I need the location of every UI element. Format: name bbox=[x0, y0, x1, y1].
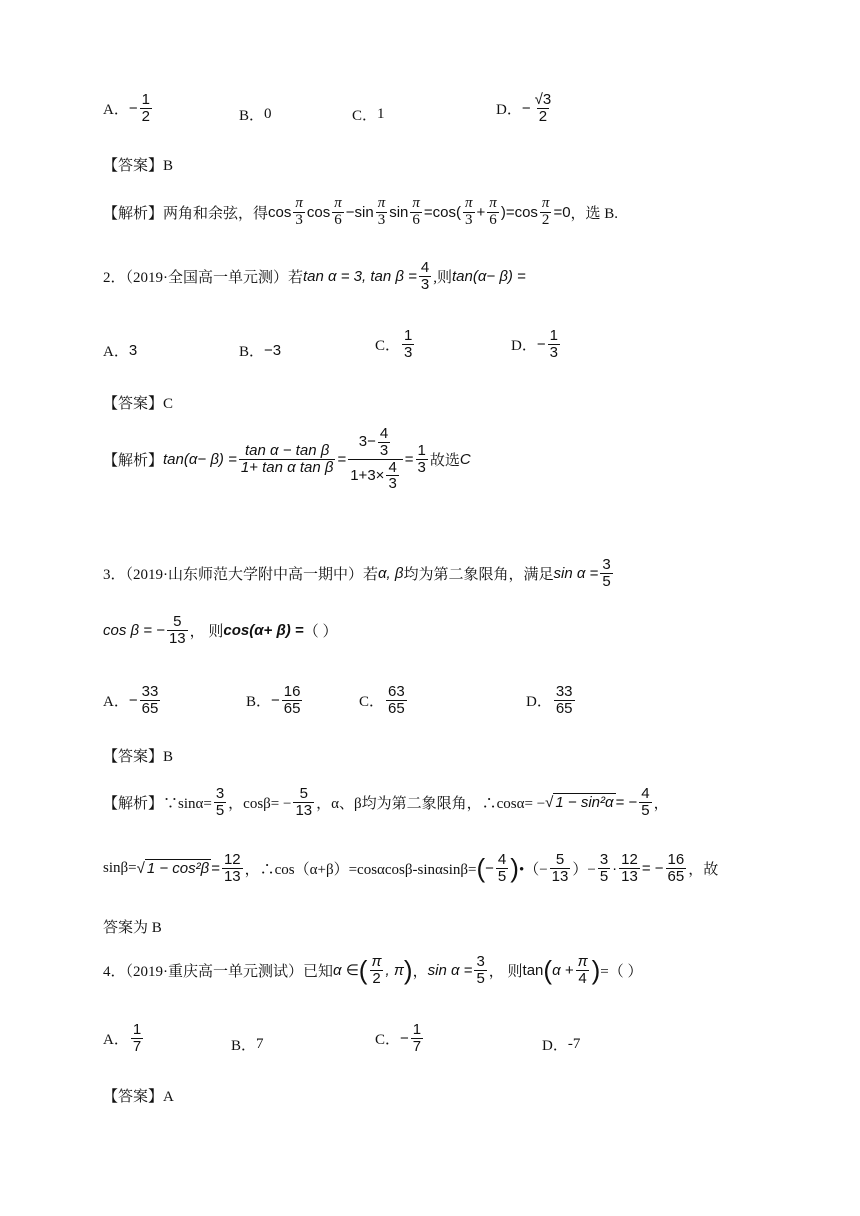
minus-sign: − bbox=[345, 203, 355, 221]
fraction bbox=[487, 196, 499, 229]
answer-text: 【答案】A bbox=[103, 1089, 174, 1105]
numerator: 33 bbox=[555, 683, 573, 700]
equals-sign: = bbox=[505, 203, 515, 221]
option-letter: D． bbox=[496, 101, 522, 118]
q1-option-a bbox=[103, 92, 154, 125]
denominator: 6 bbox=[334, 211, 342, 228]
fraction bbox=[598, 852, 610, 885]
analysis-text: ，cosβ= − bbox=[228, 795, 292, 812]
q1-analysis bbox=[103, 196, 618, 229]
denominator: 3 bbox=[549, 343, 558, 361]
denominator: 5 bbox=[641, 801, 650, 819]
fraction bbox=[576, 954, 590, 987]
analysis-lhs: tan(α− β) = bbox=[163, 450, 237, 468]
numerator: 1 bbox=[141, 91, 150, 108]
q2-option-d bbox=[511, 328, 562, 361]
zero: 0 bbox=[562, 203, 571, 221]
option-letter: A． bbox=[103, 1031, 129, 1048]
denominator: 65 bbox=[667, 867, 685, 885]
minus-sign: − bbox=[536, 335, 546, 353]
minus-sign: − bbox=[485, 859, 494, 877]
numerator: 4 bbox=[388, 458, 397, 476]
numerator: π bbox=[489, 195, 497, 211]
denominator: 6 bbox=[412, 211, 420, 228]
analysis-prefix: 【解析】两角和余弦，得 bbox=[103, 205, 269, 222]
denominator: 5 bbox=[497, 867, 507, 885]
close-paren: ) bbox=[500, 203, 506, 221]
analysis-text: 答案为 B bbox=[103, 920, 162, 936]
minus-sign: − bbox=[271, 691, 280, 709]
option-letter: D． bbox=[526, 693, 552, 710]
numerator: π bbox=[371, 953, 382, 970]
analysis-prefix: 【解析】 bbox=[103, 452, 164, 469]
q3-stem bbox=[103, 557, 615, 590]
fraction bbox=[600, 557, 612, 590]
numerator: 16 bbox=[283, 683, 301, 700]
sqrt-sign: √ bbox=[136, 859, 145, 877]
numerator: 1 bbox=[549, 327, 558, 344]
fraction bbox=[332, 196, 344, 229]
numerator: 1 bbox=[412, 1021, 422, 1038]
q3-option-d bbox=[526, 684, 577, 717]
denominator: 3 bbox=[420, 275, 430, 293]
q1-option-c bbox=[352, 104, 385, 125]
analysis-text: ，α、β均为第二象限角，∴cosα= − bbox=[316, 795, 546, 812]
fraction bbox=[293, 196, 305, 229]
denominator: 13 bbox=[551, 867, 569, 885]
denominator: 7 bbox=[132, 1037, 142, 1055]
fraction bbox=[167, 614, 188, 647]
sqrt-sign: √ bbox=[545, 793, 554, 811]
q2-option-b bbox=[239, 340, 281, 361]
cos-fn: cos bbox=[432, 203, 457, 221]
equals-sign: = bbox=[404, 450, 414, 468]
numerator: 4 bbox=[641, 785, 650, 802]
cos-beta: cos β = − bbox=[103, 621, 165, 639]
q2-analysis bbox=[103, 426, 471, 492]
numerator: 4 bbox=[420, 259, 430, 276]
q1-option-d bbox=[496, 92, 555, 125]
equals-sign: = bbox=[337, 450, 347, 468]
fraction bbox=[378, 426, 390, 459]
option-letter: C． bbox=[359, 693, 385, 710]
fraction bbox=[639, 786, 651, 819]
tan-beta: , tan β = bbox=[362, 267, 417, 285]
analysis-text: •（− bbox=[518, 861, 548, 878]
analysis-text: sinβ= bbox=[103, 859, 137, 876]
plus-sign: + bbox=[476, 203, 486, 221]
fraction bbox=[463, 196, 475, 229]
denominator: 3 bbox=[295, 211, 303, 228]
fraction bbox=[533, 92, 554, 125]
alpha-plus: α + bbox=[552, 961, 574, 979]
numerator: √3 bbox=[534, 91, 552, 108]
stem-text: =（ ） bbox=[600, 963, 643, 980]
numerator: 1 bbox=[132, 1021, 142, 1038]
numerator: 5 bbox=[173, 613, 182, 630]
denominator: 6 bbox=[489, 211, 497, 228]
numerator: 5 bbox=[555, 851, 565, 868]
denominator: 1+ tan α tan β bbox=[240, 458, 334, 476]
open-paren: ( bbox=[476, 853, 486, 884]
analysis-text: = − bbox=[615, 793, 638, 811]
denominator: 2 bbox=[538, 107, 548, 125]
question-prefix: 2．（2019·全国高一单元测）若 bbox=[103, 269, 303, 286]
denominator: 65 bbox=[388, 699, 405, 717]
denominator: 2 bbox=[372, 969, 381, 987]
option-value: 7 bbox=[256, 1036, 264, 1052]
numerator: 3 bbox=[602, 556, 611, 573]
fraction bbox=[410, 196, 422, 229]
analysis-prefix: 【解析】∵sinα= bbox=[103, 795, 212, 812]
fraction bbox=[416, 443, 428, 476]
option-value: 0 bbox=[264, 106, 272, 122]
analysis-text: ，∴cos（α+β）=cosαcosβ-sinαsinβ= bbox=[244, 861, 477, 878]
q2-option-a bbox=[103, 340, 137, 361]
sqrt-expr: 1 − cos²β bbox=[146, 860, 210, 878]
option-value: 3 bbox=[128, 342, 138, 359]
option-letter: D． bbox=[542, 1038, 568, 1054]
minus-sign: − bbox=[400, 1029, 409, 1047]
numerator: π bbox=[465, 195, 473, 211]
q3-analysis-line3 bbox=[103, 916, 162, 937]
denominator: 5 bbox=[602, 572, 611, 590]
minus-sign: − bbox=[521, 99, 531, 117]
stem-mid: ， 则 bbox=[189, 623, 224, 640]
denominator: 3 bbox=[379, 441, 389, 459]
den-text: 1+3× bbox=[350, 466, 385, 484]
fraction bbox=[386, 460, 398, 493]
option-value: -7 bbox=[567, 1036, 581, 1052]
bold-expr: cos(α+ β) = bbox=[223, 621, 304, 639]
q3-option-a bbox=[103, 684, 162, 717]
q3-answer bbox=[103, 745, 173, 766]
q3-analysis bbox=[103, 786, 669, 819]
analysis-suffix: 故选 bbox=[429, 452, 460, 469]
denominator: 13 bbox=[168, 629, 186, 647]
fraction bbox=[386, 684, 407, 717]
q2-option-c bbox=[375, 328, 416, 361]
numerator: 12 bbox=[223, 851, 241, 868]
option-letter: D． bbox=[511, 337, 537, 354]
analysis-text: = − bbox=[641, 859, 664, 877]
analysis-text: = bbox=[211, 859, 220, 877]
numerator: 12 bbox=[621, 851, 638, 868]
fraction bbox=[239, 443, 336, 476]
q2-stem bbox=[103, 260, 526, 293]
pi-end: , π bbox=[385, 961, 404, 979]
cos-fn: cos bbox=[306, 203, 331, 221]
open-paren: ( bbox=[358, 955, 368, 986]
q4-stem bbox=[103, 954, 643, 987]
question-prefix: 4．（2019·重庆高一单元测试）已知 bbox=[103, 963, 333, 980]
num-text: 3− bbox=[358, 433, 376, 451]
option-letter: A． bbox=[103, 101, 129, 118]
fraction bbox=[540, 196, 552, 229]
alpha-in: α ∈ bbox=[333, 962, 359, 980]
q4-option-c bbox=[375, 1022, 425, 1055]
question-prefix: 3．（2019·山东师范大学附中高一期中）若 bbox=[103, 566, 378, 583]
fraction bbox=[376, 196, 388, 229]
q3-analysis-line2 bbox=[103, 852, 718, 885]
option-letter: C． bbox=[375, 1031, 401, 1048]
numerator: 4 bbox=[379, 425, 389, 442]
sin-fn: sin bbox=[354, 203, 374, 221]
analysis-text: ， bbox=[653, 795, 669, 812]
option-letter: A． bbox=[103, 344, 129, 360]
fraction bbox=[140, 684, 161, 717]
numerator: 16 bbox=[667, 851, 685, 868]
analysis-choice: C bbox=[459, 450, 471, 468]
denominator: 2 bbox=[141, 107, 150, 125]
numerator: 1 bbox=[417, 441, 426, 459]
denominator: 5 bbox=[215, 801, 225, 819]
numerator: 5 bbox=[299, 785, 308, 802]
numerator: 63 bbox=[388, 683, 405, 700]
numerator: π bbox=[334, 195, 342, 211]
analysis-text: ）− bbox=[572, 861, 596, 878]
blank-paren: （ ） bbox=[303, 623, 338, 640]
stem-mid: 均为第二象限角，满足 bbox=[403, 566, 554, 583]
numerator: π bbox=[577, 953, 588, 970]
answer-text: 【答案】B bbox=[103, 158, 174, 174]
q3-option-c bbox=[359, 684, 409, 717]
fraction bbox=[131, 1022, 143, 1055]
fraction bbox=[474, 954, 486, 987]
tan-fn: tan bbox=[522, 961, 544, 979]
denominator: 3 bbox=[417, 458, 426, 476]
minus-sign: − bbox=[128, 691, 138, 709]
numerator: π bbox=[377, 195, 386, 211]
fraction bbox=[293, 786, 314, 819]
numerator: 3 bbox=[215, 785, 225, 802]
analysis-suffix: ，选 B. bbox=[570, 205, 619, 222]
numerator: π bbox=[412, 195, 420, 211]
close-paren: ) bbox=[591, 955, 601, 986]
denominator: 65 bbox=[283, 699, 301, 717]
answer-text: 【答案】B bbox=[103, 749, 174, 765]
option-letter: B． bbox=[231, 1038, 257, 1054]
numerator: 4 bbox=[497, 851, 507, 868]
option-letter: B． bbox=[246, 693, 272, 710]
denominator: 4 bbox=[578, 969, 587, 987]
option-letter: A． bbox=[103, 693, 129, 710]
compound-fraction bbox=[348, 426, 403, 492]
fraction bbox=[548, 328, 560, 361]
denominator: 5 bbox=[599, 867, 609, 885]
analysis-text: ，故 bbox=[688, 861, 719, 878]
fraction bbox=[140, 92, 152, 125]
tan-alpha: tan α = 3 bbox=[303, 267, 363, 285]
cos-fn: cos bbox=[268, 203, 292, 221]
dot: · bbox=[612, 859, 618, 877]
numerator: π bbox=[541, 195, 550, 211]
q2-answer bbox=[103, 392, 173, 413]
q1-answer bbox=[103, 154, 173, 175]
denominator: 5 bbox=[476, 969, 485, 987]
answer-text: 【答案】C bbox=[103, 396, 174, 412]
fraction bbox=[496, 852, 508, 885]
fraction bbox=[411, 1022, 423, 1055]
denominator: 7 bbox=[412, 1037, 422, 1055]
denominator: 13 bbox=[621, 867, 638, 885]
denominator: 3 bbox=[465, 211, 473, 228]
close-paren: ) bbox=[510, 853, 519, 884]
fraction bbox=[282, 684, 303, 717]
q4-option-a bbox=[103, 1022, 145, 1055]
stem-text: ， bbox=[412, 963, 428, 980]
fraction bbox=[666, 852, 687, 885]
numerator: 3 bbox=[476, 953, 485, 970]
sqrt-expr: 1 − sin²α bbox=[555, 794, 614, 812]
numerator bbox=[357, 426, 394, 459]
numerator: tan α − tan β bbox=[245, 441, 330, 459]
fraction bbox=[554, 684, 575, 717]
denominator: 3 bbox=[388, 475, 397, 493]
denominator: 65 bbox=[141, 699, 159, 717]
fraction bbox=[402, 328, 414, 361]
denominator: 13 bbox=[223, 867, 241, 885]
numerator: 3 bbox=[599, 851, 609, 868]
minus-sign: − bbox=[128, 99, 138, 117]
option-letter: B． bbox=[239, 108, 265, 124]
sin-alpha: sin α = bbox=[553, 564, 599, 582]
option-value: −3 bbox=[264, 342, 282, 359]
q1-option-b bbox=[239, 104, 272, 125]
denominator: 13 bbox=[295, 801, 313, 819]
option-letter: B． bbox=[239, 344, 265, 360]
open-paren: ( bbox=[543, 955, 553, 986]
stem-mid: ,则 bbox=[433, 269, 452, 286]
denominator bbox=[348, 459, 403, 493]
equals-sign: = bbox=[423, 203, 433, 221]
option-value: 1 bbox=[377, 106, 385, 122]
stem-text: ， 则 bbox=[488, 963, 523, 980]
denominator: 65 bbox=[555, 699, 573, 717]
numerator: π bbox=[295, 195, 303, 211]
denominator: 3 bbox=[404, 343, 413, 361]
q4-option-d bbox=[542, 1034, 580, 1055]
fraction bbox=[419, 260, 431, 293]
sin-fn: sin bbox=[389, 203, 409, 221]
cos-fn: cos bbox=[514, 203, 538, 221]
q4-option-b bbox=[231, 1034, 264, 1055]
numerator: 1 bbox=[404, 327, 413, 344]
alpha-beta: α, β bbox=[378, 564, 404, 582]
sin-alpha: sin α = bbox=[427, 961, 473, 979]
option-letter: C． bbox=[375, 337, 401, 354]
stem-expr: tan(α− β) = bbox=[451, 267, 526, 285]
fraction bbox=[214, 786, 226, 819]
open-paren: ( bbox=[456, 203, 462, 221]
q3-option-b bbox=[246, 684, 304, 717]
denominator: 2 bbox=[541, 211, 550, 228]
fraction bbox=[222, 852, 243, 885]
fraction bbox=[369, 954, 383, 987]
option-letter: C． bbox=[352, 108, 378, 124]
denominator: 3 bbox=[377, 211, 386, 228]
q3-stem-line2 bbox=[103, 614, 337, 647]
fraction bbox=[550, 852, 571, 885]
q4-answer bbox=[103, 1085, 174, 1106]
close-paren: ) bbox=[403, 955, 413, 986]
numerator: 33 bbox=[141, 683, 159, 700]
equals-sign: = bbox=[553, 203, 563, 221]
fraction bbox=[619, 852, 640, 885]
